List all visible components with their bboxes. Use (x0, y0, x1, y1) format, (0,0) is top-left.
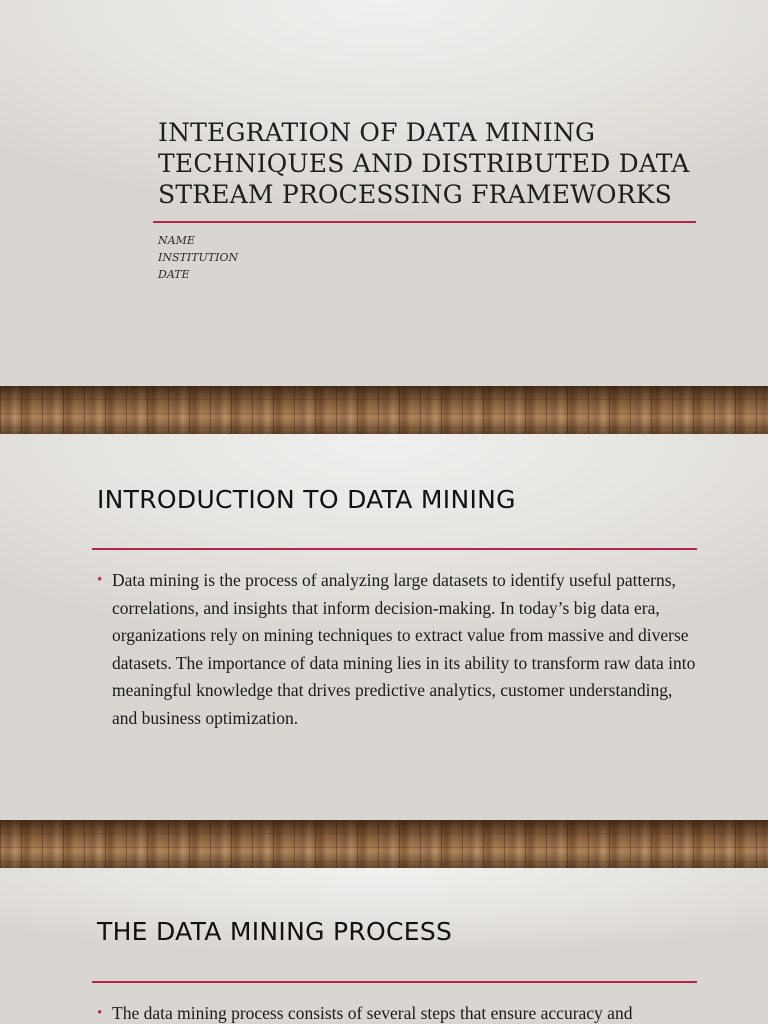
bullet-dot-icon: • (97, 572, 103, 588)
meta-name: NAME (158, 234, 195, 247)
list-item (97, 1000, 697, 1024)
meta-date: DATE (158, 268, 190, 281)
bullet-list (97, 1000, 697, 1024)
meta-institution: INSTITUTION (158, 251, 239, 264)
presentation-title: INTEGRATION OF DATA MINING TECHNIQUES AND DISTRIBUTED DATA STREAM PROCESSING FRAMEWORKS (158, 118, 690, 209)
slide-introduction (0, 434, 768, 820)
bullet-list (97, 567, 697, 733)
section-divider (92, 981, 697, 983)
bullet-dot-icon: • (97, 1005, 103, 1021)
slide-title-introduction: INTRODUCTION TO DATA MINING (97, 485, 516, 514)
slide-process (0, 868, 768, 1024)
list-item (97, 567, 697, 733)
title-divider (153, 221, 696, 223)
section-divider (92, 548, 697, 550)
bullet-text: Data mining is the process of analyzing large datasets to identify useful patterns, correlations, and insights that inform decision-making. In today’s big data era, organizations rely on mining techniques to extract value from massive and diverse datasets. The importance of data mining lies in its ability to transform raw data into meaningful knowledge that drives predictive analytics, customer understanding, and business optimization. (112, 570, 696, 728)
author-meta (158, 232, 238, 283)
wood-floor-band (0, 386, 768, 434)
wood-floor-band (0, 820, 768, 868)
slide-title (0, 0, 768, 386)
slide-title-process: THE DATA MINING PROCESS (97, 917, 453, 946)
bullet-text: The data mining process consists of several steps that ensure accuracy and (112, 1003, 633, 1023)
